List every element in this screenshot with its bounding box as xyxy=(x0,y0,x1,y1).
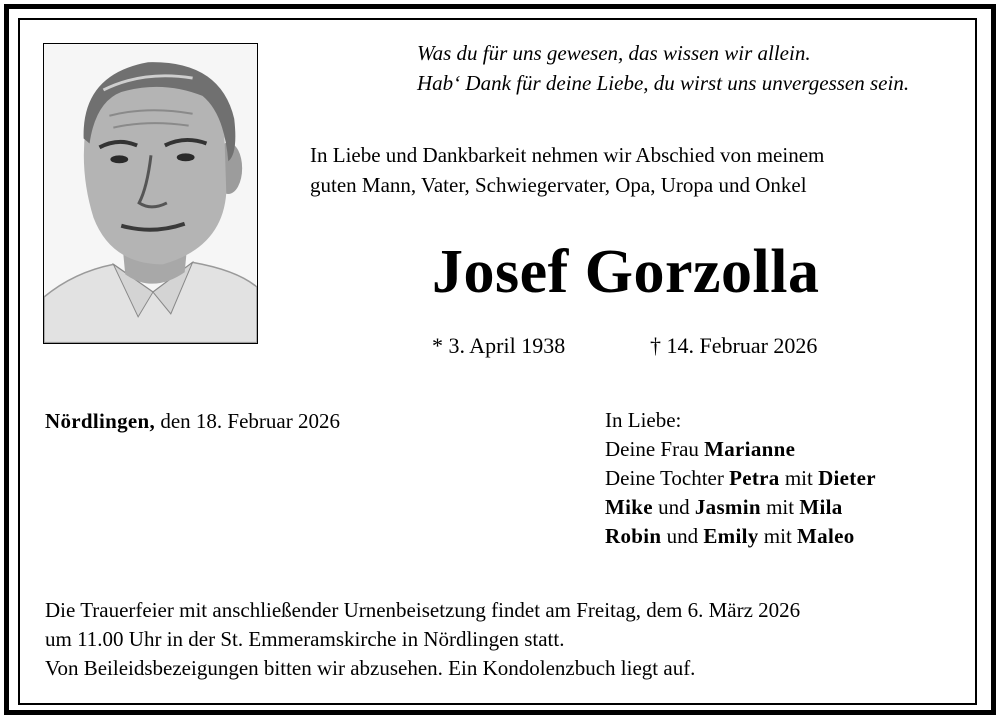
funeral-line: um 11.00 Uhr in der St. Emmeramskirche in Nördlingen statt. xyxy=(45,627,565,651)
mourner-relation: Deine Tochter xyxy=(605,466,730,490)
intro-line: In Liebe und Dankbarkeit nehmen wir Abschied von meinem xyxy=(310,143,825,167)
mourner-line xyxy=(605,464,876,493)
deceased-name: Josef Gorzolla xyxy=(432,238,820,306)
mourner-line xyxy=(605,435,876,464)
mourners-list xyxy=(605,406,876,551)
mourner-name: Robin xyxy=(605,524,662,548)
mourner-name: Maleo xyxy=(797,524,855,548)
mourner-name: Mike xyxy=(605,495,653,519)
connector: mit xyxy=(760,495,800,519)
motto-line: Was du für uns gewesen, das wissen wir allein. xyxy=(417,41,811,65)
death-date: † 14. Februar 2026 xyxy=(650,333,818,358)
farewell-intro xyxy=(310,140,824,200)
connector: und xyxy=(661,524,704,548)
mourner-name: Jasmin xyxy=(694,495,761,519)
motto-line: Hab‘ Dank für deine Liebe, du wirst uns unvergessen sein. xyxy=(417,71,910,95)
mourners-heading: In Liebe: xyxy=(605,408,682,432)
portrait-photo xyxy=(43,43,258,344)
funeral-details xyxy=(45,596,800,683)
motto-verse xyxy=(417,38,909,98)
funeral-line: Von Beileidsbezeigungen bitten wir abzusehen. Ein Kondolenzbuch liegt auf. xyxy=(45,656,696,680)
place: Nördlingen, xyxy=(45,409,156,433)
birth-date: * 3. April 1938 xyxy=(432,333,566,358)
place-and-date xyxy=(45,406,340,436)
mourner-name: Marianne xyxy=(704,437,796,461)
connector: mit xyxy=(758,524,798,548)
mourner-name: Dieter xyxy=(818,466,876,490)
mourner-relation: Deine Frau xyxy=(605,437,705,461)
connector: und xyxy=(652,495,695,519)
mourner-name: Mila xyxy=(799,495,843,519)
notice-date: den 18. Februar 2026 xyxy=(155,409,340,433)
mourner-name: Petra xyxy=(729,466,780,490)
mourner-name: Emily xyxy=(703,524,759,548)
intro-line: guten Mann, Vater, Schwiegervater, Opa, Uropa und Onkel xyxy=(310,173,807,197)
mourner-line xyxy=(605,493,876,522)
mourner-line xyxy=(605,522,876,551)
connector: mit xyxy=(779,466,819,490)
funeral-line: Die Trauerfeier mit anschließender Urnenbeisetzung findet am Freitag, dem 6. März 2026 xyxy=(45,598,801,622)
